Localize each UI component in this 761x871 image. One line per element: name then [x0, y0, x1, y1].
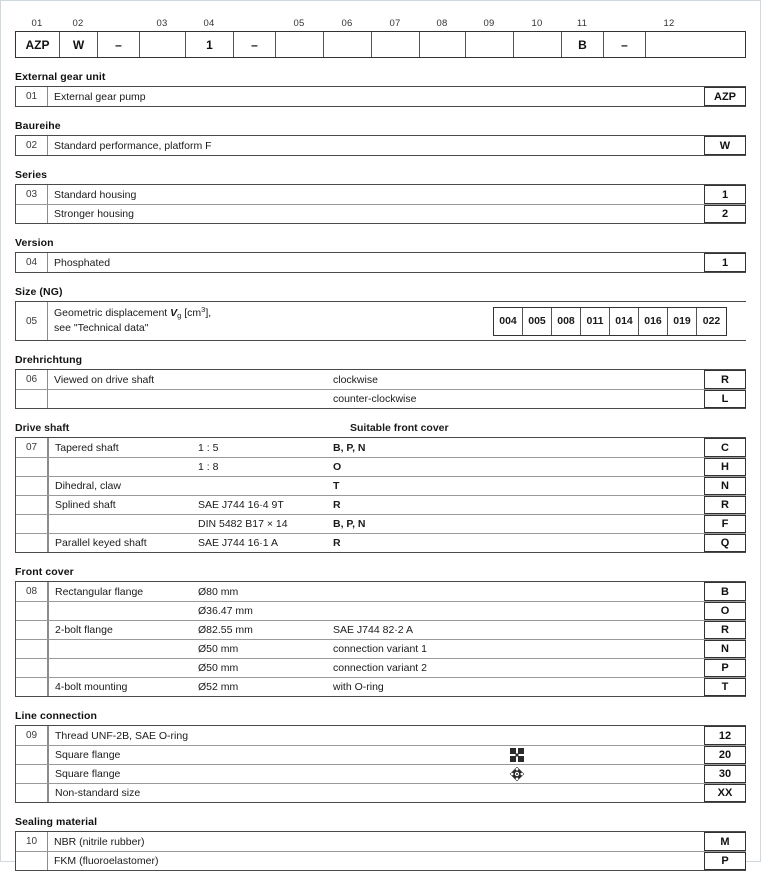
size-code-005[interactable]: 005: [523, 308, 552, 335]
row-dimension: Ø36.47 mm: [198, 605, 253, 617]
row-dimension: SAE J744 16·1 A: [198, 537, 278, 549]
row-suitable-front-cover: O: [333, 461, 342, 473]
row-detail: clockwise: [333, 373, 378, 386]
ordering-code-cell-14[interactable]: –: [604, 32, 646, 57]
table-row: [16, 851, 746, 870]
table-row: [16, 726, 746, 745]
ordering-code-cell-9[interactable]: [372, 32, 420, 57]
size-code-004[interactable]: 004: [494, 308, 523, 335]
ordering-code-cell-12[interactable]: [514, 32, 562, 57]
row-number: 10: [16, 832, 48, 851]
table-row: [16, 582, 746, 601]
row-suitable-front-cover: B, P, N: [333, 441, 366, 454]
row-code: 1: [704, 253, 746, 272]
row-shaft-type: Dihedral, claw: [48, 477, 198, 495]
ordering-code-position-10: 10: [531, 18, 543, 29]
table-row: [16, 783, 746, 802]
section-title: Drive shaft: [15, 422, 70, 434]
row-number: 02: [16, 136, 48, 155]
row-description: Non-standard size: [48, 784, 333, 802]
row-code: L: [704, 390, 746, 408]
ordering-code-cell-10[interactable]: [420, 32, 466, 57]
section-title: Series: [15, 169, 48, 181]
section-table: [15, 86, 746, 107]
section-table: [15, 184, 746, 224]
ordering-code-position-12: 12: [663, 18, 675, 29]
ordering-code-position-03: 03: [156, 18, 168, 29]
row-dimension: 1 : 5: [198, 441, 219, 454]
row-note: [333, 602, 700, 620]
section-table: [15, 135, 746, 156]
table-row: [16, 302, 746, 340]
section-line-connection: [15, 710, 746, 803]
ordering-code-cell-2[interactable]: W: [60, 32, 98, 57]
row-number: 05: [16, 302, 48, 340]
section-table: [15, 437, 746, 553]
section-header-row: [15, 422, 746, 434]
section-version: [15, 237, 746, 273]
row-number: 03: [16, 185, 48, 204]
round-flange-4-bolt-icon: [333, 765, 700, 783]
section-baureihe: [15, 120, 746, 156]
row-description: Phosphated: [54, 256, 111, 269]
row-code: R: [704, 370, 746, 389]
row-number: 01: [16, 87, 48, 106]
row-dimension: Ø52 mm: [198, 681, 239, 693]
section-title: Drehrichtung: [15, 354, 83, 366]
row-suitable-front-cover: R: [333, 537, 341, 549]
ordering-code-cell-8[interactable]: [324, 32, 372, 57]
row-number: 07: [16, 438, 48, 457]
table-row: [16, 832, 746, 851]
section-title: Baureihe: [15, 120, 61, 132]
ordering-code-position-11: 11: [576, 18, 588, 29]
description-line-1: Geometric displacement $V_g$ $[cm^3]$,: [54, 305, 212, 320]
row-flange-type: 4-bolt mounting: [48, 678, 198, 696]
row-dimension: 1 : 8: [198, 461, 219, 473]
ordering-code-cell-6[interactable]: –: [234, 32, 276, 57]
section-size-ng: [15, 286, 746, 341]
row-code[interactable]: 30: [704, 765, 746, 783]
section-subtitle-suitable-front-cover: Suitable front cover: [350, 422, 449, 434]
row-dimension: Ø82.55 mm: [198, 624, 253, 636]
row-flange-type: Rectangular flange: [48, 582, 198, 601]
row-description: Standard housing: [54, 188, 137, 201]
ordering-code-position-06: 06: [341, 18, 353, 29]
row-number: 08: [16, 582, 48, 601]
table-row: [16, 438, 746, 457]
description-line-2: see "Technical data": [54, 322, 149, 334]
table-row: [16, 745, 746, 764]
table-row: [16, 476, 746, 495]
row-number: [16, 496, 48, 514]
row-description: Square flange: [48, 746, 333, 764]
row-dimension: SAE J744 16·4 9T: [198, 499, 284, 511]
row-code[interactable]: Q: [704, 534, 746, 552]
row-number: [16, 477, 48, 495]
row-flange-type: [48, 602, 198, 620]
table-row: [16, 87, 746, 106]
row-code[interactable]: P: [704, 659, 746, 677]
size-code-strip: [493, 307, 727, 336]
table-row: [16, 185, 746, 204]
row-description: [48, 390, 333, 408]
section-table: [15, 831, 746, 871]
row-symbol-empty: [333, 726, 700, 745]
row-shaft-type: Parallel keyed shaft: [48, 534, 198, 552]
row-code[interactable]: N: [704, 477, 746, 495]
table-row: [16, 620, 746, 639]
row-note: with O-ring: [333, 681, 384, 693]
row-number: [16, 534, 48, 552]
section-title: Sealing material: [15, 816, 98, 828]
row-description: [48, 302, 487, 340]
ordering-code-position-02: 02: [72, 18, 84, 29]
table-row: [16, 677, 746, 696]
table-row: [16, 389, 746, 408]
row-flange-type: [48, 659, 198, 677]
ordering-code-position-07: 07: [389, 18, 401, 29]
row-number: [16, 390, 48, 408]
row-code[interactable]: XX: [704, 784, 746, 802]
row-number: [16, 852, 48, 870]
section-table: [15, 301, 746, 341]
row-suitable-front-cover: T: [333, 480, 340, 492]
row-code[interactable]: 20: [704, 746, 746, 764]
row-number: 04: [16, 253, 48, 272]
row-description: Square flange: [48, 765, 333, 783]
table-row: [16, 601, 746, 620]
row-code: 1: [704, 185, 746, 204]
row-description: FKM (fluoroelastomer): [54, 855, 159, 867]
row-dimension: [198, 477, 333, 495]
section-title: Front cover: [15, 566, 74, 578]
row-suitable-front-cover: B, P, N: [333, 518, 366, 530]
section-external-gear-unit: [15, 71, 746, 107]
ordering-code-position-04: 04: [203, 18, 215, 29]
row-number: [16, 765, 48, 783]
section-title: Version: [15, 237, 54, 249]
section-drive-shaft: [15, 422, 746, 553]
ordering-code-position-08: 08: [436, 18, 448, 29]
row-code[interactable]: R: [704, 621, 746, 639]
ordering-code-position-05: 05: [293, 18, 305, 29]
ordering-code-cell-11[interactable]: [466, 32, 514, 57]
row-description: Thread UNF-2B, SAE O-ring: [48, 726, 333, 745]
row-number: 09: [16, 726, 48, 745]
size-code-008[interactable]: 008: [552, 308, 581, 335]
row-code: P: [704, 852, 746, 870]
row-number: [16, 640, 48, 658]
size-code-014[interactable]: 014: [610, 308, 639, 335]
square-flange-4-bolt-icon: [333, 746, 700, 764]
row-symbol-empty: [333, 784, 700, 802]
row-dimension: DIN 5482 B17 × 14: [198, 518, 288, 530]
ordering-code-position-09: 09: [483, 18, 495, 29]
ordering-code-cell-1[interactable]: AZP: [16, 32, 60, 57]
row-shaft-type: [48, 515, 198, 533]
section-title: Line connection: [15, 710, 98, 722]
section-drehrichtung: [15, 354, 746, 409]
ordering-code-position-numbers: [15, 17, 746, 31]
ordering-code-cell-13[interactable]: B: [562, 32, 604, 57]
row-code[interactable]: 12: [704, 726, 746, 745]
ordering-code-cells: [15, 31, 746, 58]
row-number: [16, 784, 48, 802]
row-number: [16, 205, 48, 223]
ordering-code-cell-4[interactable]: [140, 32, 186, 57]
section-table: [15, 252, 746, 273]
table-row: [16, 136, 746, 155]
table-row: [16, 370, 746, 389]
row-code[interactable]: C: [704, 438, 746, 457]
row-suitable-front-cover: R: [333, 499, 341, 511]
row-note: SAE J744 82·2 A: [333, 624, 413, 636]
ordering-code-position-01: 01: [31, 18, 43, 29]
row-number: [16, 746, 48, 764]
row-flange-type: 2-bolt flange: [48, 621, 198, 639]
ordering-code-cell-7[interactable]: [276, 32, 324, 57]
table-row: [16, 457, 746, 476]
row-code[interactable]: O: [704, 602, 746, 620]
table-row: [16, 253, 746, 272]
ordering-code-cell-5[interactable]: 1: [186, 32, 234, 57]
row-description: NBR (nitrile rubber): [54, 835, 145, 848]
row-shaft-type: [48, 458, 198, 476]
section-table: [15, 725, 746, 803]
spacer: [97, 17, 139, 31]
row-code: 2: [704, 205, 746, 223]
row-code[interactable]: R: [704, 496, 746, 514]
row-flange-type: [48, 640, 198, 658]
table-row: [16, 533, 746, 552]
row-number: 06: [16, 370, 48, 389]
row-note: connection variant 2: [333, 662, 427, 674]
row-number: [16, 602, 48, 620]
row-number: [16, 458, 48, 476]
size-code-019[interactable]: 019: [668, 308, 697, 335]
table-row: [16, 639, 746, 658]
table-row: [16, 658, 746, 677]
row-code: W: [704, 136, 746, 155]
row-number: [16, 659, 48, 677]
section-front-cover: [15, 566, 746, 697]
row-code[interactable]: H: [704, 458, 746, 476]
row-shaft-type: Tapered shaft: [48, 438, 198, 457]
table-row: [16, 204, 746, 223]
section-series: [15, 169, 746, 224]
row-code: M: [704, 832, 746, 851]
size-code-022[interactable]: 022: [702, 315, 721, 327]
ordering-code-cell-3[interactable]: –: [98, 32, 140, 57]
size-code-016[interactable]: 016: [639, 308, 668, 335]
row-code[interactable]: F: [704, 515, 746, 533]
row-description: External gear pump: [54, 90, 146, 103]
row-description: Viewed on drive shaft: [54, 373, 155, 386]
row-number: [16, 515, 48, 533]
table-row: [16, 764, 746, 783]
row-note: connection variant 1: [333, 643, 427, 655]
section-table: [15, 369, 746, 409]
row-shaft-type: Splined shaft: [48, 496, 198, 514]
section-title: Size (NG): [15, 286, 63, 298]
row-note: [333, 582, 700, 601]
row-code: AZP: [704, 87, 746, 106]
row-number: [16, 678, 48, 696]
section-title: External gear unit: [15, 71, 106, 83]
row-code[interactable]: T: [704, 678, 746, 696]
ordering-code-bar: [15, 17, 746, 58]
row-code[interactable]: N: [704, 640, 746, 658]
section-table: [15, 581, 746, 697]
row-description: Standard performance, platform F: [54, 139, 212, 152]
table-row: [16, 495, 746, 514]
row-description: Stronger housing: [54, 208, 134, 220]
size-code-011[interactable]: 011: [581, 308, 610, 335]
spacer: [603, 17, 645, 31]
section-sealing-material: [15, 816, 746, 871]
spacer: [233, 17, 275, 31]
table-row: [16, 514, 746, 533]
row-dimension: Ø80 mm: [198, 585, 239, 598]
ordering-code-cell-15[interactable]: [646, 32, 694, 57]
row-number: [16, 621, 48, 639]
row-code[interactable]: B: [704, 582, 746, 601]
row-dimension: Ø50 mm: [198, 662, 239, 674]
row-detail: counter-clockwise: [333, 393, 417, 405]
row-dimension: Ø50 mm: [198, 643, 239, 655]
